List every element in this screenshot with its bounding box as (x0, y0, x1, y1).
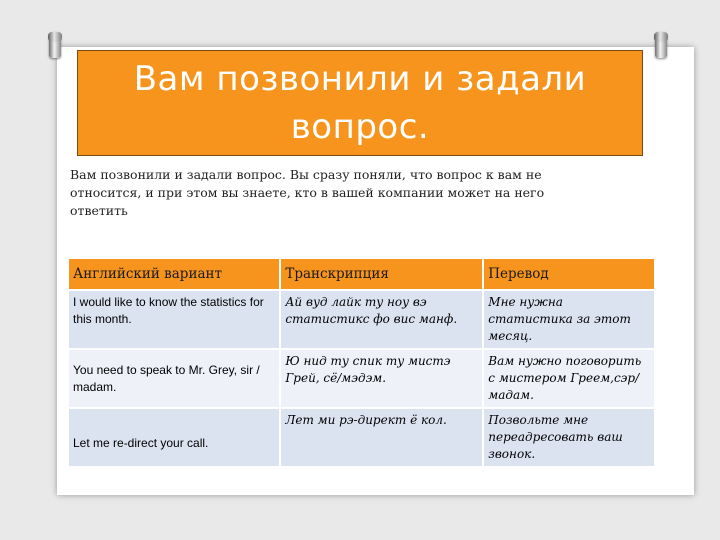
header-translation: Перевод (484, 259, 654, 289)
cell-english: You need to speak to Mr. Grey, sir / madam. (69, 350, 279, 407)
cell-transcription: Ю нид ту спик ту мистэ Грей, сё/мэдэм. (281, 350, 482, 407)
cell-translation: Мне нужна статистика за этот месяц. (484, 291, 654, 348)
cell-translation: Вам нужно поговорить с мистером Греем,сэр/мадам. (484, 350, 654, 407)
pushpin-icon (655, 32, 667, 58)
cell-english: I would like to know the statistics for this month. (69, 291, 279, 348)
cell-english: Let me re-direct your call. (69, 409, 279, 466)
title-banner (77, 50, 643, 156)
slide-title: Вам позвонили и задали вопрос. (133, 59, 587, 147)
table-row (69, 409, 654, 466)
table-row (69, 291, 654, 348)
header-transcription: Транскрипция (281, 259, 482, 289)
intro-text: Вам позвонили и задали вопрос. Вы сразу поняли, что вопрос к вам не относится, и при этом вы знаете, кто в вашей компании может на него ответить (70, 167, 545, 218)
cell-translation: Позвольте мне переадресовать ваш звонок. (484, 409, 654, 466)
table-row (69, 350, 654, 407)
table-header-row (69, 259, 654, 289)
cell-transcription: Ай вуд лайк ту ноу вэ статистикс фо вис манф. (281, 291, 482, 348)
phrase-table (67, 257, 656, 468)
header-english: Английский вариант (69, 259, 279, 289)
pushpin-icon (49, 32, 61, 58)
cell-transcription: Лет ми рэ-директ ё кол. (281, 409, 482, 466)
